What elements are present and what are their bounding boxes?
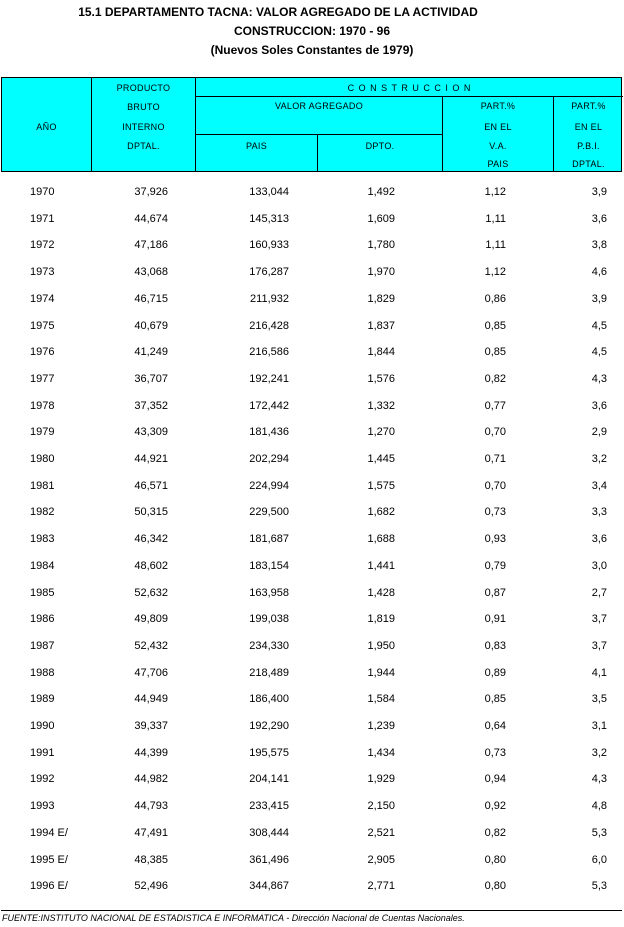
year-cell: 1995 E/ xyxy=(30,853,68,866)
table-row xyxy=(0,366,624,392)
pbi-cell: 44,399 xyxy=(134,746,168,759)
table-row xyxy=(0,206,624,232)
part-pbi-cell: 2,9 xyxy=(591,426,607,439)
header-part-va-4: PAIS xyxy=(487,159,509,169)
table-row xyxy=(0,526,624,552)
year-cell: 1972 xyxy=(30,239,55,252)
va-dpto-cell: 1,688 xyxy=(367,533,395,546)
year-cell: 1981 xyxy=(30,479,55,492)
table-row xyxy=(0,259,624,285)
year-cell: 1984 xyxy=(30,559,55,572)
va-dpto-cell: 2,150 xyxy=(367,800,395,813)
va-dpto-cell: 1,780 xyxy=(367,239,395,252)
pbi-cell: 46,715 xyxy=(134,292,168,305)
part-pbi-cell: 3,9 xyxy=(591,292,607,305)
va-dpto-cell: 1,270 xyxy=(367,426,395,439)
year-cell: 1975 xyxy=(30,319,55,332)
pbi-cell: 37,352 xyxy=(134,399,168,412)
part-va-cell: 1,12 xyxy=(484,186,506,198)
va-pais-cell: 344,867 xyxy=(249,880,289,893)
part-va-cell: 0,82 xyxy=(484,372,506,385)
part-pbi-cell: 3,3 xyxy=(591,506,607,519)
pbi-cell: 44,921 xyxy=(134,453,168,465)
pbi-cell: 44,674 xyxy=(134,212,168,225)
table-row xyxy=(0,606,624,632)
table-row xyxy=(0,473,624,499)
table-row xyxy=(0,793,624,819)
va-pais-cell: 216,428 xyxy=(249,319,289,332)
table-row xyxy=(0,553,624,579)
va-pais-cell: 224,994 xyxy=(249,479,289,492)
pbi-cell: 43,068 xyxy=(134,266,168,279)
part-va-cell: 0,83 xyxy=(484,639,506,652)
header-part-va-2: EN EL xyxy=(484,122,512,132)
table-row xyxy=(0,873,624,899)
part-va-cell: 0,79 xyxy=(484,559,506,572)
va-pais-cell: 186,400 xyxy=(249,693,289,706)
table-row xyxy=(0,339,624,365)
pbi-cell: 43,309 xyxy=(134,426,168,439)
part-pbi-cell: 3,6 xyxy=(591,212,607,225)
va-pais-cell: 204,141 xyxy=(249,773,289,786)
part-pbi-cell: 5,3 xyxy=(591,880,607,893)
pbi-cell: 40,679 xyxy=(134,319,168,332)
table-row xyxy=(0,393,624,419)
table-row xyxy=(0,740,624,766)
table-row xyxy=(0,232,624,258)
va-dpto-cell: 1,434 xyxy=(367,746,395,759)
part-va-cell: 0,71 xyxy=(484,453,506,465)
va-pais-cell: 234,330 xyxy=(249,639,289,652)
pbi-cell: 48,385 xyxy=(134,853,168,866)
table-row xyxy=(0,820,624,846)
pbi-cell: 49,809 xyxy=(134,613,168,626)
year-cell: 1970 xyxy=(30,186,55,198)
va-pais-cell: 199,038 xyxy=(249,613,289,626)
va-pais-cell: 361,496 xyxy=(249,853,289,866)
pbi-cell: 44,949 xyxy=(134,693,168,706)
pbi-cell: 46,571 xyxy=(134,479,168,492)
part-pbi-cell: 3,9 xyxy=(591,186,607,198)
part-pbi-cell: 4,6 xyxy=(591,266,607,279)
pbi-cell: 39,337 xyxy=(134,720,168,732)
va-dpto-cell: 1,950 xyxy=(367,639,395,652)
table-row xyxy=(0,446,624,472)
part-va-cell: 0,70 xyxy=(484,479,506,492)
header-dpto: DPTO. xyxy=(365,141,395,151)
pbi-cell: 48,602 xyxy=(134,559,168,572)
pbi-cell: 37,926 xyxy=(134,186,168,198)
year-cell: 1987 xyxy=(30,639,55,652)
part-pbi-cell: 5,3 xyxy=(591,826,607,839)
part-pbi-cell: 3,0 xyxy=(591,559,607,572)
part-va-cell: 0,80 xyxy=(484,853,506,866)
va-pais-cell: 195,575 xyxy=(249,746,289,759)
header-producto-1: PRODUCTO xyxy=(116,83,171,93)
part-pbi-cell: 4,8 xyxy=(591,800,607,813)
part-pbi-cell: 3,7 xyxy=(591,613,607,626)
header-part-pbi-3: P.B.I. xyxy=(577,141,600,151)
header-part-pbi-4: DPTAL. xyxy=(572,159,605,169)
pbi-cell: 52,632 xyxy=(134,586,168,599)
part-va-cell: 0,87 xyxy=(484,586,506,599)
va-dpto-cell: 1,445 xyxy=(367,453,395,465)
part-pbi-cell: 4,3 xyxy=(591,773,607,786)
part-pbi-cell: 3,2 xyxy=(591,746,607,759)
va-dpto-cell: 1,576 xyxy=(367,372,395,385)
part-va-cell: 0,86 xyxy=(484,292,506,305)
part-va-cell: 1,11 xyxy=(485,212,506,225)
va-pais-cell: 181,687 xyxy=(249,533,289,546)
year-cell: 1982 xyxy=(30,506,55,519)
table-title: 15.1 DEPARTAMENTO TACNA: VALOR AGREGADO DE LA ACTIVIDAD xyxy=(78,5,478,19)
source-note: FUENTE:INSTITUTO NACIONAL DE ESTADISTICA E INFORMATICA - Dirección Nacional de Cuentas Nacionales. xyxy=(2,913,465,923)
pbi-cell: 47,491 xyxy=(134,826,168,839)
part-pbi-cell: 3,2 xyxy=(591,453,607,465)
year-cell: 1976 xyxy=(30,346,55,359)
year-cell: 1980 xyxy=(30,453,55,465)
part-va-cell: 0,94 xyxy=(484,773,506,786)
part-va-cell: 0,89 xyxy=(484,666,506,679)
pbi-cell: 47,706 xyxy=(134,666,168,679)
va-pais-cell: 163,958 xyxy=(249,586,289,599)
table-row xyxy=(0,713,624,739)
table-row xyxy=(0,419,624,445)
table-row xyxy=(0,766,624,792)
year-cell: 1988 xyxy=(30,666,55,679)
year-cell: 1986 xyxy=(30,613,55,626)
part-pbi-cell: 3,6 xyxy=(591,533,607,546)
part-va-cell: 1,12 xyxy=(484,266,506,279)
part-va-cell: 0,93 xyxy=(484,533,506,546)
header-producto-3: INTERNO xyxy=(122,122,165,132)
table-row xyxy=(0,660,624,686)
va-dpto-cell: 2,771 xyxy=(367,880,395,893)
part-pbi-cell: 6,0 xyxy=(591,853,607,866)
va-dpto-cell: 1,819 xyxy=(367,613,395,626)
va-pais-cell: 181,436 xyxy=(249,426,289,439)
pbi-cell: 46,342 xyxy=(134,533,168,546)
year-cell: 1985 xyxy=(30,586,55,599)
pbi-cell: 44,793 xyxy=(134,800,168,813)
header-part-va-1: PART.% xyxy=(480,101,516,111)
va-dpto-cell: 1,239 xyxy=(367,720,395,732)
part-va-cell: 0,82 xyxy=(484,826,506,839)
va-pais-cell: 218,489 xyxy=(249,666,289,679)
year-cell: 1994 E/ xyxy=(30,826,68,839)
va-pais-cell: 192,241 xyxy=(249,372,289,385)
year-cell: 1978 xyxy=(30,399,55,412)
year-cell: 1992 xyxy=(30,773,55,786)
va-dpto-cell: 1,929 xyxy=(367,773,395,786)
part-va-cell: 0,85 xyxy=(484,319,506,332)
va-pais-cell: 202,294 xyxy=(249,453,289,465)
header-producto-2: BRUTO xyxy=(127,102,160,112)
header-producto-4: DPTAL. xyxy=(127,141,160,151)
part-pbi-cell: 4,5 xyxy=(591,319,607,332)
va-pais-cell: 133,044 xyxy=(249,186,289,198)
year-cell: 1974 xyxy=(30,292,55,305)
part-va-cell: 0,85 xyxy=(484,693,506,706)
part-va-cell: 0,92 xyxy=(484,800,506,813)
va-pais-cell: 211,932 xyxy=(250,292,289,305)
pbi-cell: 36,707 xyxy=(134,372,168,385)
va-pais-cell: 192,290 xyxy=(249,720,289,732)
part-va-cell: 0,85 xyxy=(484,346,506,359)
pbi-cell: 50,315 xyxy=(134,506,168,519)
header-pais: PAIS xyxy=(245,141,268,151)
va-dpto-cell: 2,521 xyxy=(367,826,395,839)
va-dpto-cell: 1,844 xyxy=(367,346,395,359)
va-pais-cell: 183,154 xyxy=(249,559,289,572)
va-pais-cell: 308,444 xyxy=(249,826,289,839)
pbi-cell: 47,186 xyxy=(134,239,168,252)
pbi-cell: 44,982 xyxy=(134,773,168,786)
table-row xyxy=(0,286,624,312)
header-part-pbi-1: PART.% xyxy=(571,101,606,111)
va-pais-cell: 176,287 xyxy=(249,266,289,279)
va-dpto-cell: 1,584 xyxy=(367,693,395,706)
footer-divider xyxy=(1,910,622,911)
header-valor-agregado: VALOR AGREGADO xyxy=(274,101,364,111)
year-cell: 1989 xyxy=(30,693,55,706)
header-ano: AÑO xyxy=(36,122,57,132)
va-dpto-cell: 1,609 xyxy=(367,212,395,225)
va-pais-cell: 229,500 xyxy=(249,506,289,519)
table-row xyxy=(0,499,624,525)
table-units: (Nuevos Soles Constantes de 1979) xyxy=(210,43,414,57)
year-cell: 1993 xyxy=(30,800,55,813)
part-va-cell: 0,70 xyxy=(484,426,506,439)
table-row xyxy=(0,179,624,205)
va-dpto-cell: 1,575 xyxy=(367,479,395,492)
header-part-pbi-2: EN EL xyxy=(574,122,603,132)
part-pbi-cell: 3,1 xyxy=(591,720,607,732)
va-dpto-cell: 1,332 xyxy=(367,399,395,412)
table-row xyxy=(0,633,624,659)
part-pbi-cell: 4,1 xyxy=(591,666,607,679)
year-cell: 1991 xyxy=(30,746,55,759)
part-pbi-cell: 3,5 xyxy=(591,693,607,706)
va-pais-cell: 233,415 xyxy=(249,800,289,813)
year-cell: 1973 xyxy=(30,266,55,279)
va-pais-cell: 172,442 xyxy=(249,399,289,412)
year-cell: 1990 xyxy=(30,720,55,732)
va-dpto-cell: 1,829 xyxy=(367,292,395,305)
year-cell: 1996 E/ xyxy=(30,880,68,893)
va-dpto-cell: 1,837 xyxy=(367,319,395,332)
part-pbi-cell: 4,5 xyxy=(591,346,607,359)
part-va-cell: 0,73 xyxy=(484,506,506,519)
part-va-cell: 0,64 xyxy=(484,720,506,732)
year-cell: 1983 xyxy=(30,533,55,546)
part-va-cell: 0,91 xyxy=(484,613,506,626)
table-row xyxy=(0,847,624,873)
va-pais-cell: 160,933 xyxy=(249,239,289,252)
pbi-cell: 52,496 xyxy=(134,880,168,893)
va-dpto-cell: 1,428 xyxy=(367,586,395,599)
va-dpto-cell: 1,492 xyxy=(367,186,395,198)
year-cell: 1979 xyxy=(30,426,55,439)
table-subtitle: CONSTRUCCION: 1970 - 96 xyxy=(233,24,391,38)
part-pbi-cell: 3,4 xyxy=(591,479,607,492)
header-part-va-3: V.A. xyxy=(489,141,507,151)
va-dpto-cell: 1,944 xyxy=(367,666,395,679)
part-va-cell: 0,80 xyxy=(484,880,506,893)
va-dpto-cell: 1,441 xyxy=(367,559,395,572)
table-row xyxy=(0,686,624,712)
part-va-cell: 1,11 xyxy=(485,239,506,252)
va-pais-cell: 216,586 xyxy=(249,346,289,359)
year-cell: 1977 xyxy=(30,372,55,385)
table-header xyxy=(1,77,622,172)
header-construccion: C O N S T R U C C I O N xyxy=(347,83,472,93)
pbi-cell: 52,432 xyxy=(134,639,168,652)
va-dpto-cell: 1,970 xyxy=(367,266,395,279)
part-pbi-cell: 4,3 xyxy=(591,372,607,385)
va-pais-cell: 145,313 xyxy=(249,212,289,225)
pbi-cell: 41,249 xyxy=(134,346,168,359)
va-dpto-cell: 2,905 xyxy=(367,853,395,866)
va-dpto-cell: 1,682 xyxy=(367,506,395,519)
year-cell: 1971 xyxy=(30,212,55,225)
part-pbi-cell: 3,7 xyxy=(591,639,607,652)
part-pbi-cell: 3,8 xyxy=(591,239,607,252)
table-row xyxy=(0,580,624,606)
part-va-cell: 0,77 xyxy=(484,399,506,412)
part-va-cell: 0,73 xyxy=(484,746,506,759)
table-row xyxy=(0,313,624,339)
part-pbi-cell: 3,6 xyxy=(591,399,607,412)
part-pbi-cell: 2,7 xyxy=(591,586,607,599)
